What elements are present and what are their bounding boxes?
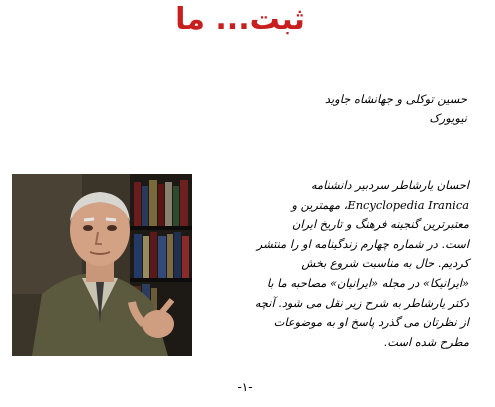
page-title: ثبت... ما [175,2,305,37]
body-line: از نظرتان می گذرد پاسخ او به موضوعات [273,315,469,330]
location: نیویورک [429,111,467,125]
page-number: -۱- [237,380,253,394]
authors: حسین توکلی و جهانشاه جاوید [324,92,467,106]
byline [227,90,467,128]
body-line: احسان یارشاطر سردبیر دانشنامه [310,178,469,192]
body-line: دکتر یارشاطر به شرح زیر نقل می شود. آنچه [254,295,469,310]
body-line: Encyclopedia Iranica، مهمترین و [291,197,469,212]
body-line: مطرح شده است. [383,334,469,349]
portrait-photo [12,174,192,356]
article-body [185,176,469,352]
body-line: است. در شماره چهارم زندگینامه او را منتشر [256,236,469,251]
body-line: معتبرترین گنجینه فرهنگ و تاریخ ایران [291,217,469,232]
body-line: کردیم. حال به مناسبت شروع بخش [301,256,469,271]
body-line: «ایرانیکا» در مجله «ایرانیان» مصاحبه ما با [266,275,469,290]
